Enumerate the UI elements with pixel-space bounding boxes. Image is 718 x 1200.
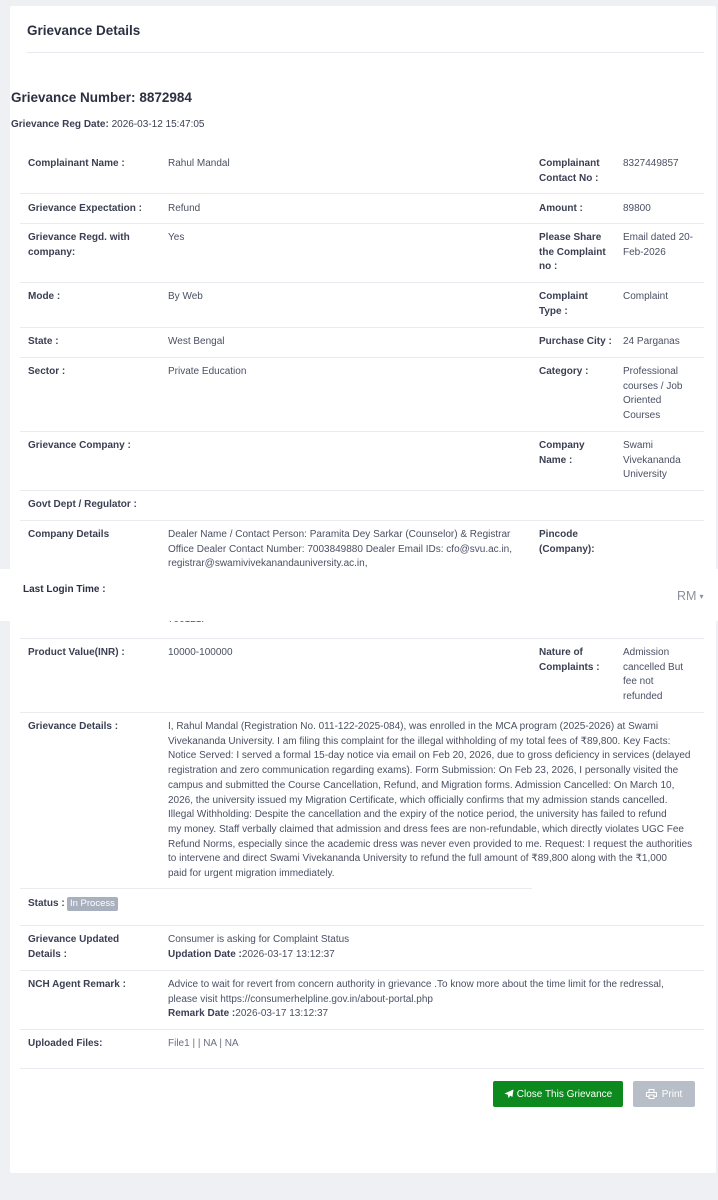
company-name-value: Swami Vivekananda University [623,440,681,481]
row-divider [20,970,704,971]
updated-details-value: Consumer is asking for Complaint Status Updation Date :2026-03-17 13:12:37 [168,934,350,960]
last-login-label: Last Login Time : [23,584,106,595]
row-divider [20,1068,704,1069]
mode-label: Mode : [28,291,61,302]
print-button[interactable] [633,1081,695,1107]
row-divider [20,327,704,328]
nature-of-complaints-label: Nature of Complaints : [539,647,600,673]
row-divider [20,282,704,283]
agent-remark-value: Advice to wait for revert from concern authority in grievance .To know more about the time limit for the redressal, please visit https://consumerhelpline.gov.in/about-portal.php Remark Date :2026-03-17 13:12:37 [168,979,664,1020]
sticky-header-bar [0,569,718,621]
pincode-label: Pincode (Company): [539,529,595,555]
status-label: Status : [28,898,65,909]
row-divider [20,193,704,194]
nature-of-complaints-value: Admission cancelled But fee not refunded [623,647,684,703]
close-grievance-button[interactable] [493,1081,623,1107]
grievance-reg-date: Grievance Reg Date: 2026-03-12 15:47:05 [11,119,205,130]
card-title: Grievance Details [27,23,141,38]
complaint-type-label: Complaint Type : [539,291,588,317]
row-divider [20,712,704,713]
company-details-value: Dealer Name / Contact Person: Paramita Dey Sarkar (Counselor) & Registrar Office Dealer Contact Number: 7003849880 Dealer Email IDs: cfo@svu.ac.in, registrar@swamivivekanandauniversity.ac.in, [168,529,513,570]
agent-remark-label: NCH Agent Remark : [28,979,126,990]
complainant-contact-value: 8327449857 [623,158,679,169]
complainant-name-label: Complainant Name : [28,158,125,169]
grievance-expectation-value: Refund [168,203,201,214]
state-label: State : [28,336,59,347]
close-grievance-label: Close This Grievance [516,1088,613,1100]
row-divider [20,490,704,491]
mode-value: By Web [168,291,203,302]
amount-value: 89800 [623,203,651,214]
row-divider [20,431,704,432]
regd-with-company-value: Yes [168,232,185,243]
sector-value: Private Education [168,366,247,377]
chevron-down-icon: ▾ [699,591,704,601]
purchase-city-label: Purchase City : [539,336,612,347]
product-value-value: 10000-100000 [168,647,233,658]
category-label: Category : [539,366,589,377]
status-badge: In Process [67,897,118,911]
grievance-number: Grievance Number: 8872984 [11,90,192,105]
row-divider [20,223,704,224]
category-value: Professional courses / Job Oriented Courses [623,366,683,422]
row-divider [20,520,704,521]
grievance-details-text: I, Rahul Mandal (Registration No. 011-122-2025-084), was enrolled in the MCA program (2025-2026) at Swami Vivekananda University. I am filing this complaint for the illegal withholding of my total fees of ₹89,800. Key Facts: Notice Served: I served a formal 15-day notice via email on Feb 20, 2026, due to gross deficiency in services (delayed registration and zero communication regarding exams). Form Submission: On Feb 23, 2026, I personally visited the campus and submitted the Course Cancellation, Refund, and Migration forms. Admission Cancelled: On March 10, 2026, the university issued my Migration Certificate, which officially confirms that my admission stands cancelled. Illegal Withholding: Despite the cancellation and the expiry of the notice period, the university has failed to refund my money. Staff verbally claimed that admission and dress fees are non-refundable, which directly violates UGC Fee Refund Norms, especially since the academic dress was never even provided to me. Request: I request the authorities to intervene and direct Swami Vivekananda University to refund the full amount of ₹89,800 along with the ₹1,000 paid for urgent migration immediately. [168,721,693,880]
share-complaint-value: Email dated 20- Feb-2026 [623,232,694,258]
state-value: West Bengal [168,336,225,347]
send-icon [504,1089,514,1099]
grievance-company-label: Grievance Company : [28,440,131,451]
sector-label: Sector : [28,366,66,377]
print-label: Print [661,1088,683,1100]
updated-details-label: Grievance Updated Details : [28,934,120,960]
user-avatar-menu[interactable] [677,584,709,608]
uploaded-files-value[interactable]: File1 | | NA | NA [168,1038,239,1049]
company-name-label: Company Name : [539,440,585,466]
grievance-expectation-label: Grievance Expectation : [28,203,142,214]
amount-label: Amount : [539,203,583,214]
print-icon [646,1089,657,1099]
row-divider [20,357,704,358]
govt-dept-label: Govt Dept / Regulator : [28,499,137,510]
uploaded-files-label: Uploaded Files: [28,1038,103,1049]
share-complaint-label: Please Share the Complaint no : [539,232,606,273]
complainant-name-value: Rahul Mandal [168,158,230,169]
company-details-label: Company Details [28,529,110,540]
purchase-city-value: 24 Parganas [623,336,680,347]
avatar: RM [677,589,697,603]
row-divider [20,1029,704,1030]
regd-with-company-label: Grievance Regd. with company: [28,232,130,258]
product-value-label: Product Value(INR) : [28,647,125,658]
row-divider [20,888,532,889]
grievance-details-label: Grievance Details : [28,721,119,732]
divider [27,52,704,53]
row-divider [20,925,704,926]
row-divider [20,638,704,639]
complaint-type-value: Complaint [623,291,669,302]
complainant-contact-label: Complainant Contact No : [539,158,600,184]
